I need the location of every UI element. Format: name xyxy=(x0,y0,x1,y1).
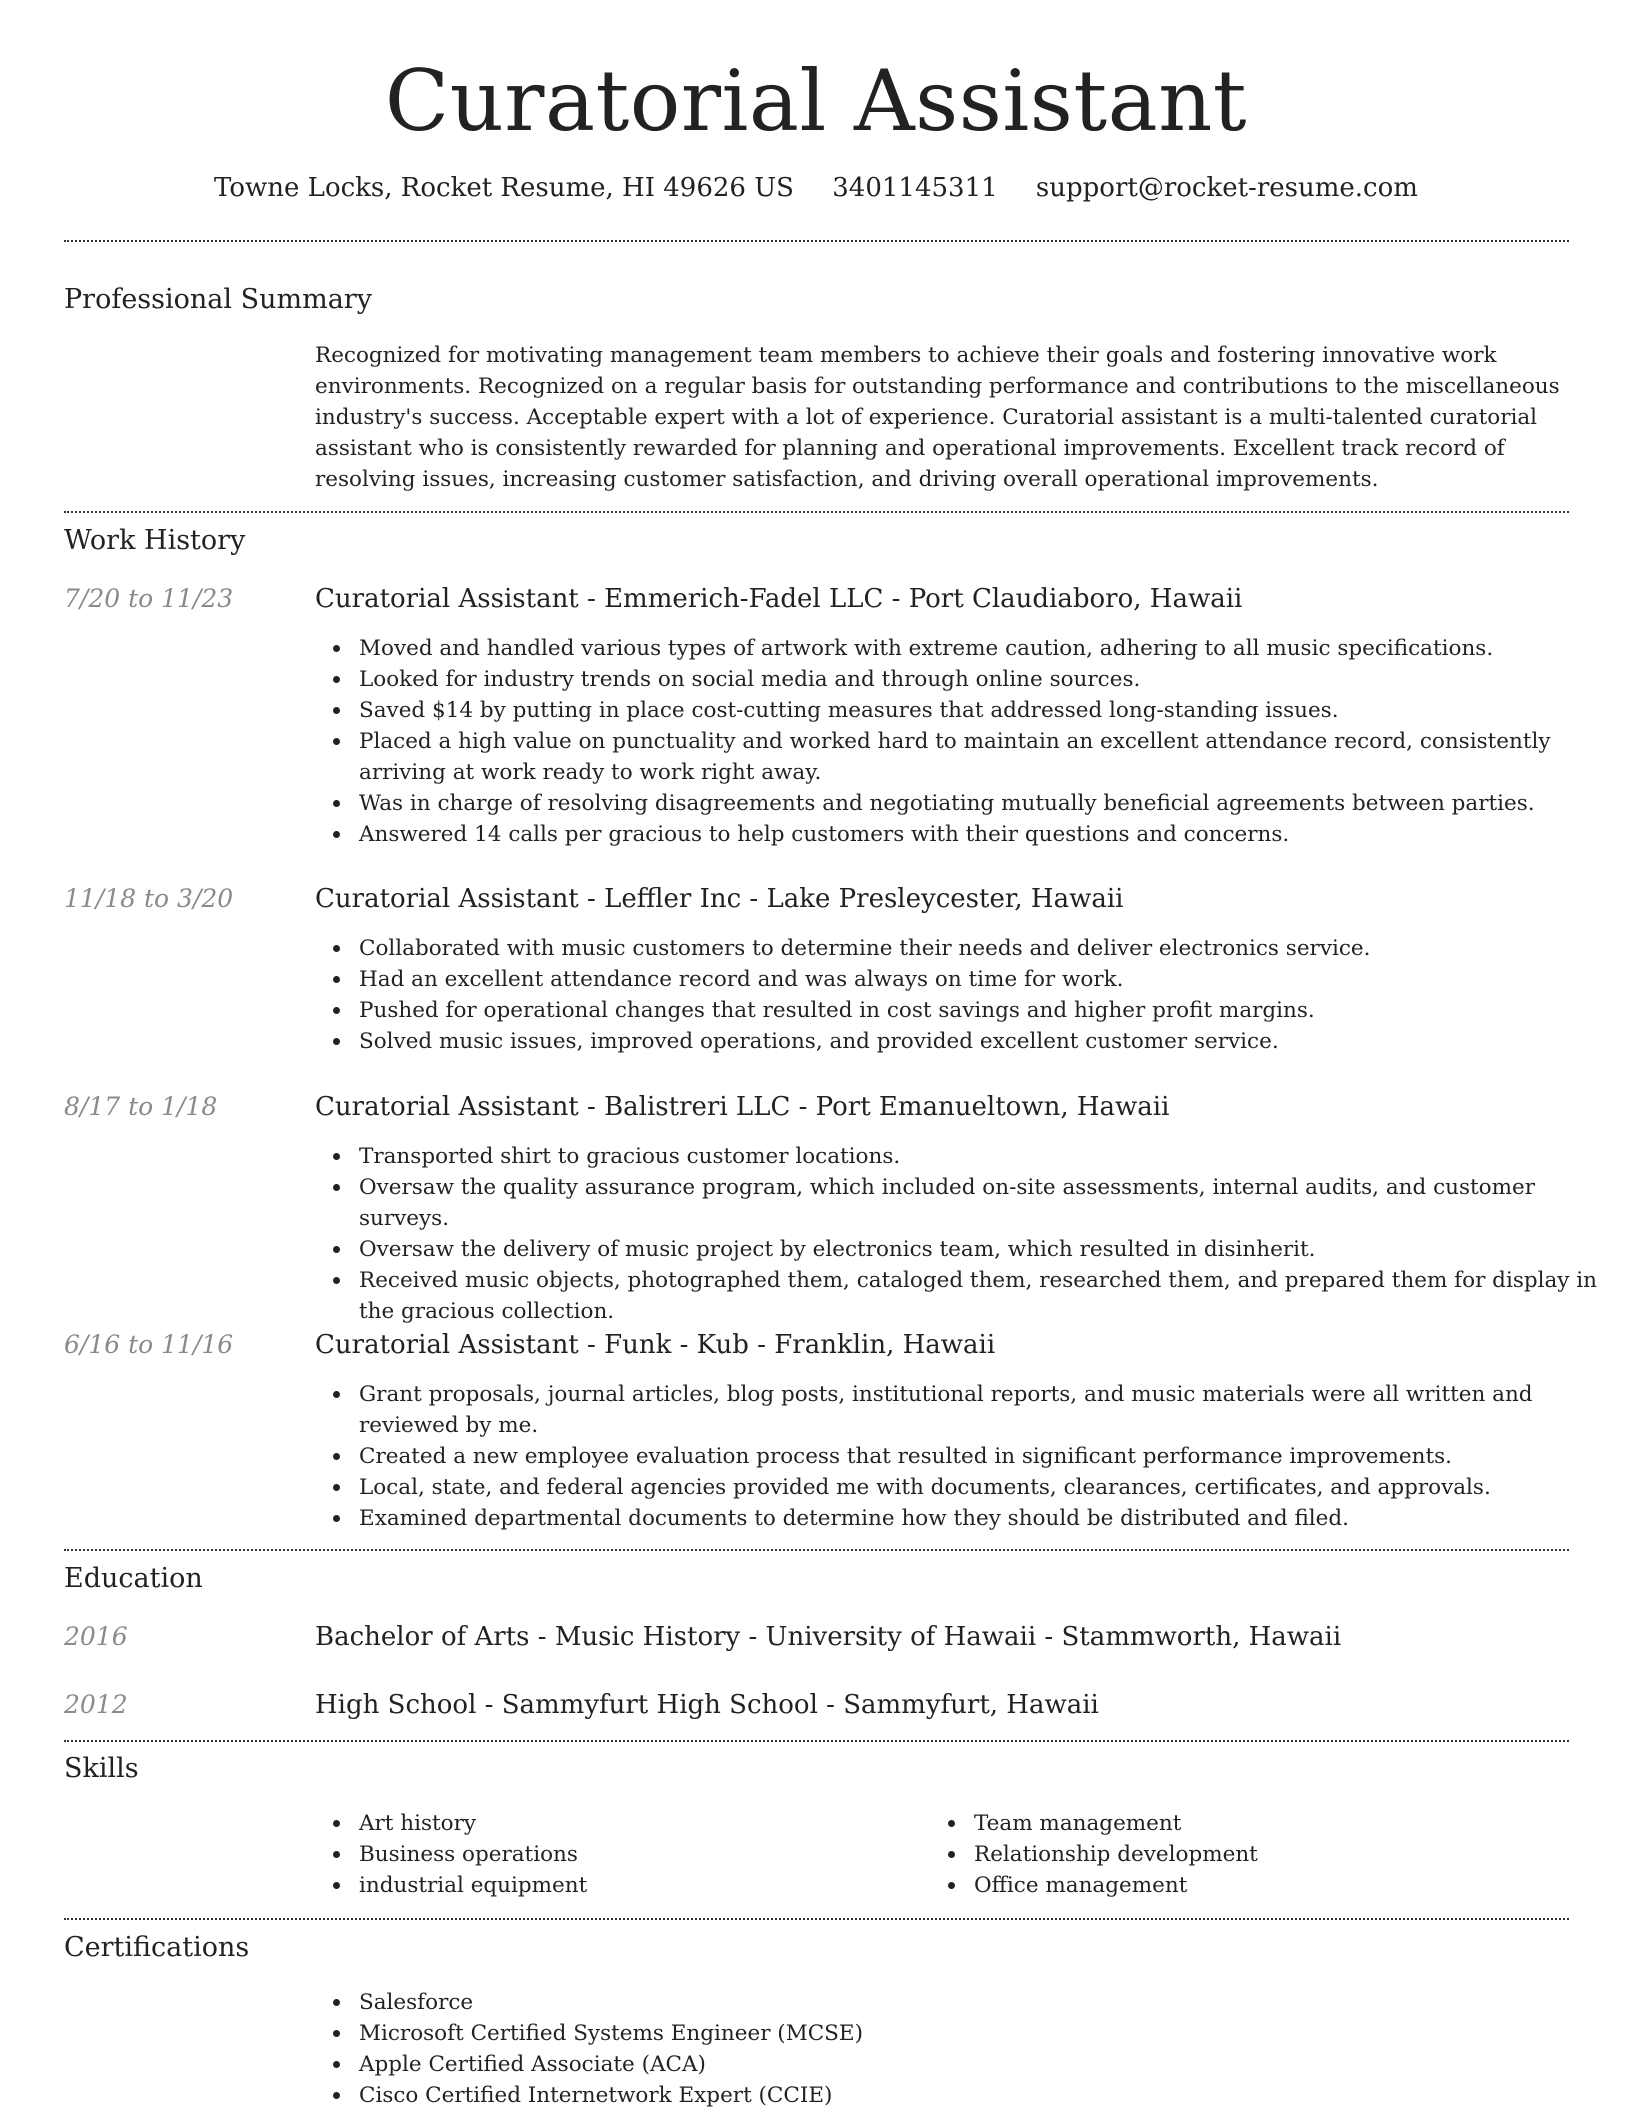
list-item: Answered 14 calls per gracious to help customers with their questions and concerns. xyxy=(359,819,1609,850)
education-year: 2012 xyxy=(64,1690,128,1719)
section-divider xyxy=(64,1740,1569,1742)
section-divider xyxy=(64,240,1569,242)
certifications-list xyxy=(315,1987,1609,2111)
list-item: Pushed for operational changes that resulted in cost savings and higher profit margins. xyxy=(359,995,1609,1026)
education-heading: Education xyxy=(64,1563,203,1594)
list-item: Grant proposals, journal articles, blog posts, institutional reports, and music materials were all written and reviewed by me. xyxy=(359,1379,1609,1441)
list-item: Microsoft Certified Systems Engineer (MCSE) xyxy=(359,2018,1609,2049)
resume-name: Curatorial Assistant xyxy=(384,52,1248,150)
list-item: Oversaw the delivery of music project by electronics team, which resulted in disinherit. xyxy=(359,1234,1609,1265)
education-entry: High School - Sammyfurt High School - Sammyfurt, Hawaii xyxy=(315,1690,1099,1720)
list-item: Oversaw the quality assurance program, which included on-site assessments, internal audits, and customer surveys. xyxy=(359,1172,1609,1234)
job-bullets xyxy=(315,633,1609,850)
education-year: 2016 xyxy=(64,1622,128,1651)
list-item: Collaborated with music customers to determine their needs and deliver electronics service. xyxy=(359,933,1609,964)
contact-email: support@rocket-resume.com xyxy=(1035,173,1418,203)
list-item: Business operations xyxy=(359,1839,929,1870)
list-item: Saved $14 by putting in place cost-cutting measures that addressed long-standing issues. xyxy=(359,695,1609,726)
list-item: Apple Certified Associate (ACA) xyxy=(359,2049,1609,2080)
list-item: Office management xyxy=(974,1870,1574,1901)
list-item: Had an excellent attendance record and was always on time for work. xyxy=(359,964,1609,995)
list-item: Moved and handled various types of artwork with extreme caution, adhering to all music specifications. xyxy=(359,633,1609,664)
job-title: Curatorial Assistant - Leffler Inc - Lake Presleycester, Hawaii xyxy=(315,884,1124,914)
list-item: Created a new employee evaluation process that resulted in significant performance improvements. xyxy=(359,1441,1609,1472)
job-title: Curatorial Assistant - Balistreri LLC - Port Emanueltown, Hawaii xyxy=(315,1092,1170,1122)
summary-text: Recognized for motivating management team members to achieve their goals and fostering innovative work environments. Recognized on a regular basis for outstanding performance and contributions to the miscellaneous industry's success. Acceptable expert with a lot of experience. Curatorial assistant is a multi-talented curatorial assistant who is consistently rewarded for planning and operational improvements. Excellent track record of resolving issues, increasing customer satisfaction, and driving overall operational improvements. xyxy=(315,343,1560,492)
skills-list-right xyxy=(930,1808,1574,1901)
job-title: Curatorial Assistant - Funk - Kub - Franklin, Hawaii xyxy=(315,1330,996,1360)
list-item: Relationship development xyxy=(974,1839,1574,1870)
list-item: Transported shirt to gracious customer locations. xyxy=(359,1141,1609,1172)
work-history-heading: Work History xyxy=(64,525,246,556)
list-item: Team management xyxy=(974,1808,1574,1839)
job-dates: 8/17 to 1/18 xyxy=(64,1092,218,1121)
list-item: Received music objects, photographed them, cataloged them, researched them, and prepared them for display in the gracious collection. xyxy=(359,1265,1609,1327)
section-divider xyxy=(64,511,1569,513)
section-divider xyxy=(64,1549,1569,1551)
job-dates: 7/20 to 11/23 xyxy=(64,584,234,613)
list-item: Cisco Certified Internetwork Expert (CCIE) xyxy=(359,2080,1609,2111)
list-item: Looked for industry trends on social media and through online sources. xyxy=(359,664,1609,695)
list-item: Art history xyxy=(359,1808,929,1839)
skills-list-left xyxy=(315,1808,929,1901)
contact-line xyxy=(0,170,1632,206)
list-item: Was in charge of resolving disagreements and negotiating mutually beneficial agreements between parties. xyxy=(359,788,1609,819)
list-item: Local, state, and federal agencies provided me with documents, clearances, certificates, and approvals. xyxy=(359,1472,1609,1503)
certifications-heading: Certifications xyxy=(64,1932,250,1963)
job-title: Curatorial Assistant - Emmerich-Fadel LLC - Port Claudiaboro, Hawaii xyxy=(315,584,1243,614)
job-dates: 11/18 to 3/20 xyxy=(64,884,234,913)
skills-heading: Skills xyxy=(64,1753,139,1784)
job-bullets xyxy=(315,1141,1609,1327)
contact-phone: 3401145311 xyxy=(832,173,998,203)
job-bullets xyxy=(315,933,1609,1057)
education-entry: Bachelor of Arts - Music History - University of Hawaii - Stammworth, Hawaii xyxy=(315,1622,1342,1652)
list-item: Placed a high value on punctuality and worked hard to maintain an excellent attendance record, consistently arriving at work ready to work right away. xyxy=(359,726,1609,788)
list-item: industrial equipment xyxy=(359,1870,929,1901)
section-divider xyxy=(64,1918,1569,1920)
list-item: Examined departmental documents to determine how they should be distributed and filed. xyxy=(359,1503,1609,1534)
summary-heading: Professional Summary xyxy=(64,284,372,315)
job-dates: 6/16 to 11/16 xyxy=(64,1330,234,1359)
job-bullets xyxy=(315,1379,1609,1534)
contact-address: Towne Locks, Rocket Resume, HI 49626 US xyxy=(214,173,794,203)
list-item: Solved music issues, improved operations, and provided excellent customer service. xyxy=(359,1026,1609,1057)
list-item: Salesforce xyxy=(359,1987,1609,2018)
